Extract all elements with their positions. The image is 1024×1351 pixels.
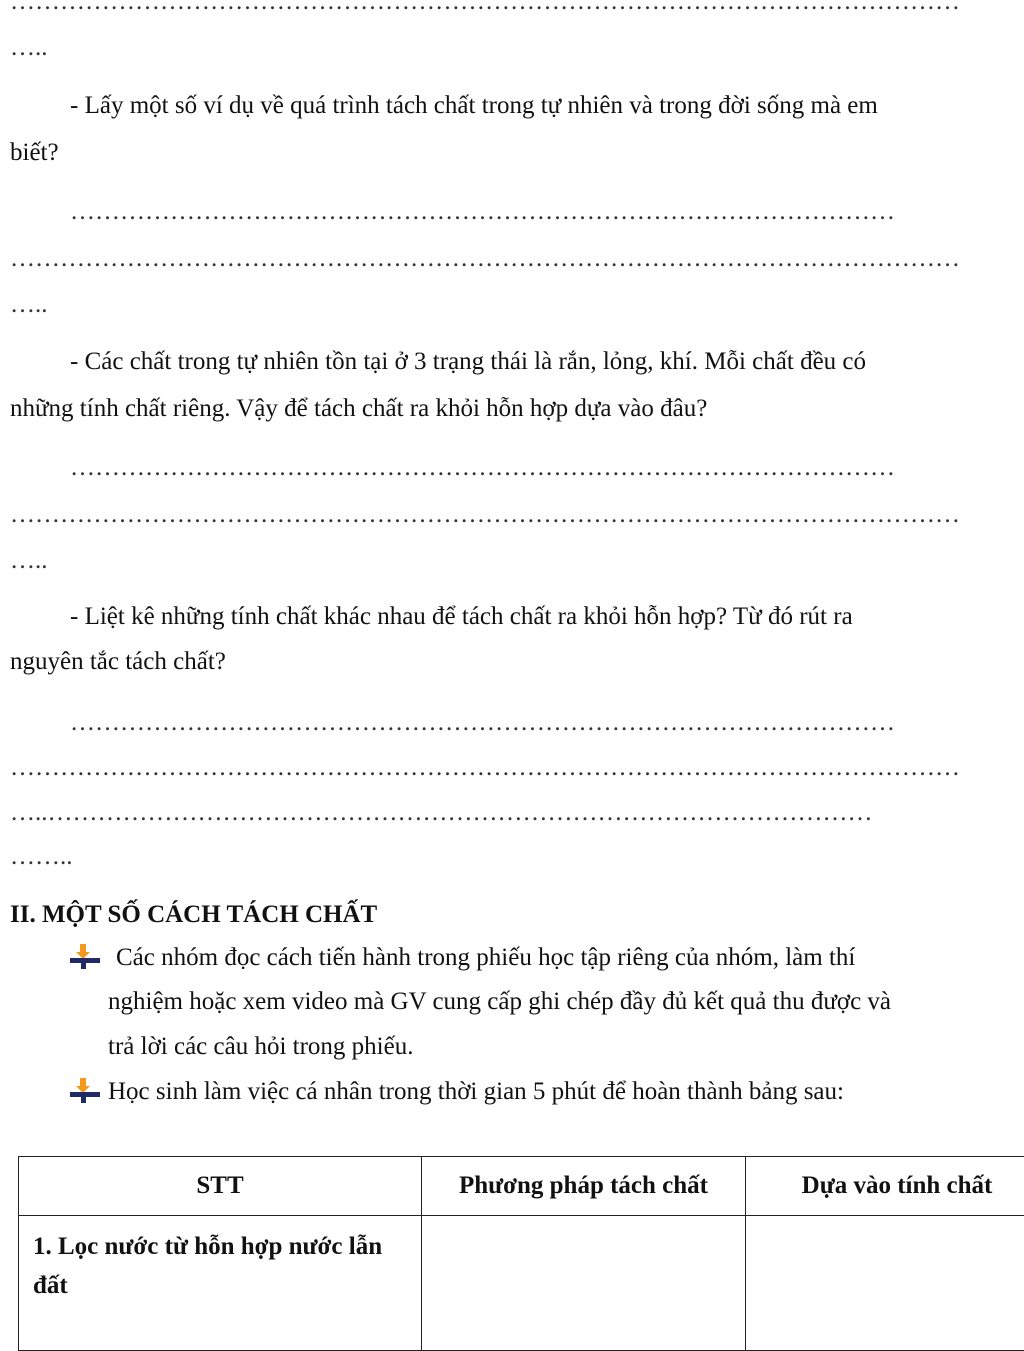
plus-arrow-icon — [70, 944, 100, 970]
row-1-stt: 1. Lọc nước từ hỗn hợp nước lẫn đất — [19, 1216, 422, 1351]
header-stt: STT — [19, 1157, 422, 1216]
header-property: Dựa vào tính chất — [746, 1157, 1024, 1216]
methods-table — [18, 1156, 1024, 1351]
answer-line-end[interactable]: …….. — [10, 843, 73, 871]
answer-line-end[interactable]: ….. — [10, 547, 48, 575]
section-heading: II. MỘT SỐ CÁCH TÁCH CHẤT — [10, 901, 377, 929]
answer-line[interactable]: ……………………………………………………………………………………… — [70, 454, 985, 482]
bullet-2: Học sinh làm việc cá nhân trong thời gian 5 phút để hoàn thành bảng sau: — [108, 1078, 844, 1106]
question-3-line-1: - Liệt kê những tính chất khác nhau để tách chất ra khỏi hỗn hợp? Từ đó rút ra — [70, 603, 853, 631]
header-method: Phương pháp tách chất — [422, 1157, 746, 1216]
question-1-line-2: biết? — [10, 139, 59, 167]
answer-line[interactable]: …………………………………………………………………………………………………… — [10, 245, 1000, 273]
answer-line[interactable]: …………………………………………………………………………………………………… — [10, 754, 1000, 782]
row-1-property-cell[interactable] — [746, 1216, 1024, 1351]
row-1-method-cell[interactable] — [422, 1216, 746, 1351]
table-row — [19, 1216, 1024, 1351]
bullet-1-line-3: trả lời các câu hỏi trong phiếu. — [108, 1033, 413, 1061]
bullet-1-line-1: Các nhóm đọc cách tiến hành trong phiếu học tập riêng của nhóm, làm thí — [116, 944, 855, 972]
answer-line[interactable]: …..……………………………………………………………………………………… — [10, 799, 985, 827]
answer-line[interactable]: ……………………………………………………………………………………… — [70, 198, 985, 226]
answer-line[interactable]: …………………………………………………………………………………………………… — [10, 0, 1000, 16]
question-2-line-1: - Các chất trong tự nhiên tồn tại ở 3 trạng thái là rắn, lỏng, khí. Mỗi chất đều có — [70, 348, 866, 376]
answer-line-end[interactable]: ….. — [10, 34, 48, 62]
bullet-1-line-2: nghiệm hoặc xem video mà GV cung cấp ghi chép đầy đủ kết quả thu được và — [108, 988, 891, 1016]
plus-arrow-icon — [70, 1078, 100, 1104]
question-3-line-2: nguyên tắc tách chất? — [10, 648, 226, 676]
answer-line[interactable]: ……………………………………………………………………………………… — [70, 709, 985, 737]
answer-line[interactable]: …………………………………………………………………………………………………… — [10, 501, 1000, 529]
answer-line-end[interactable]: ….. — [10, 291, 48, 319]
question-1-line-1: - Lấy một số ví dụ về quá trình tách chất trong tự nhiên và trong đời sống mà em — [70, 92, 878, 120]
question-2-line-2: những tính chất riêng. Vậy để tách chất ra khỏi hỗn hợp dựa vào đâu? — [10, 395, 707, 423]
table-header-row — [19, 1157, 1024, 1216]
